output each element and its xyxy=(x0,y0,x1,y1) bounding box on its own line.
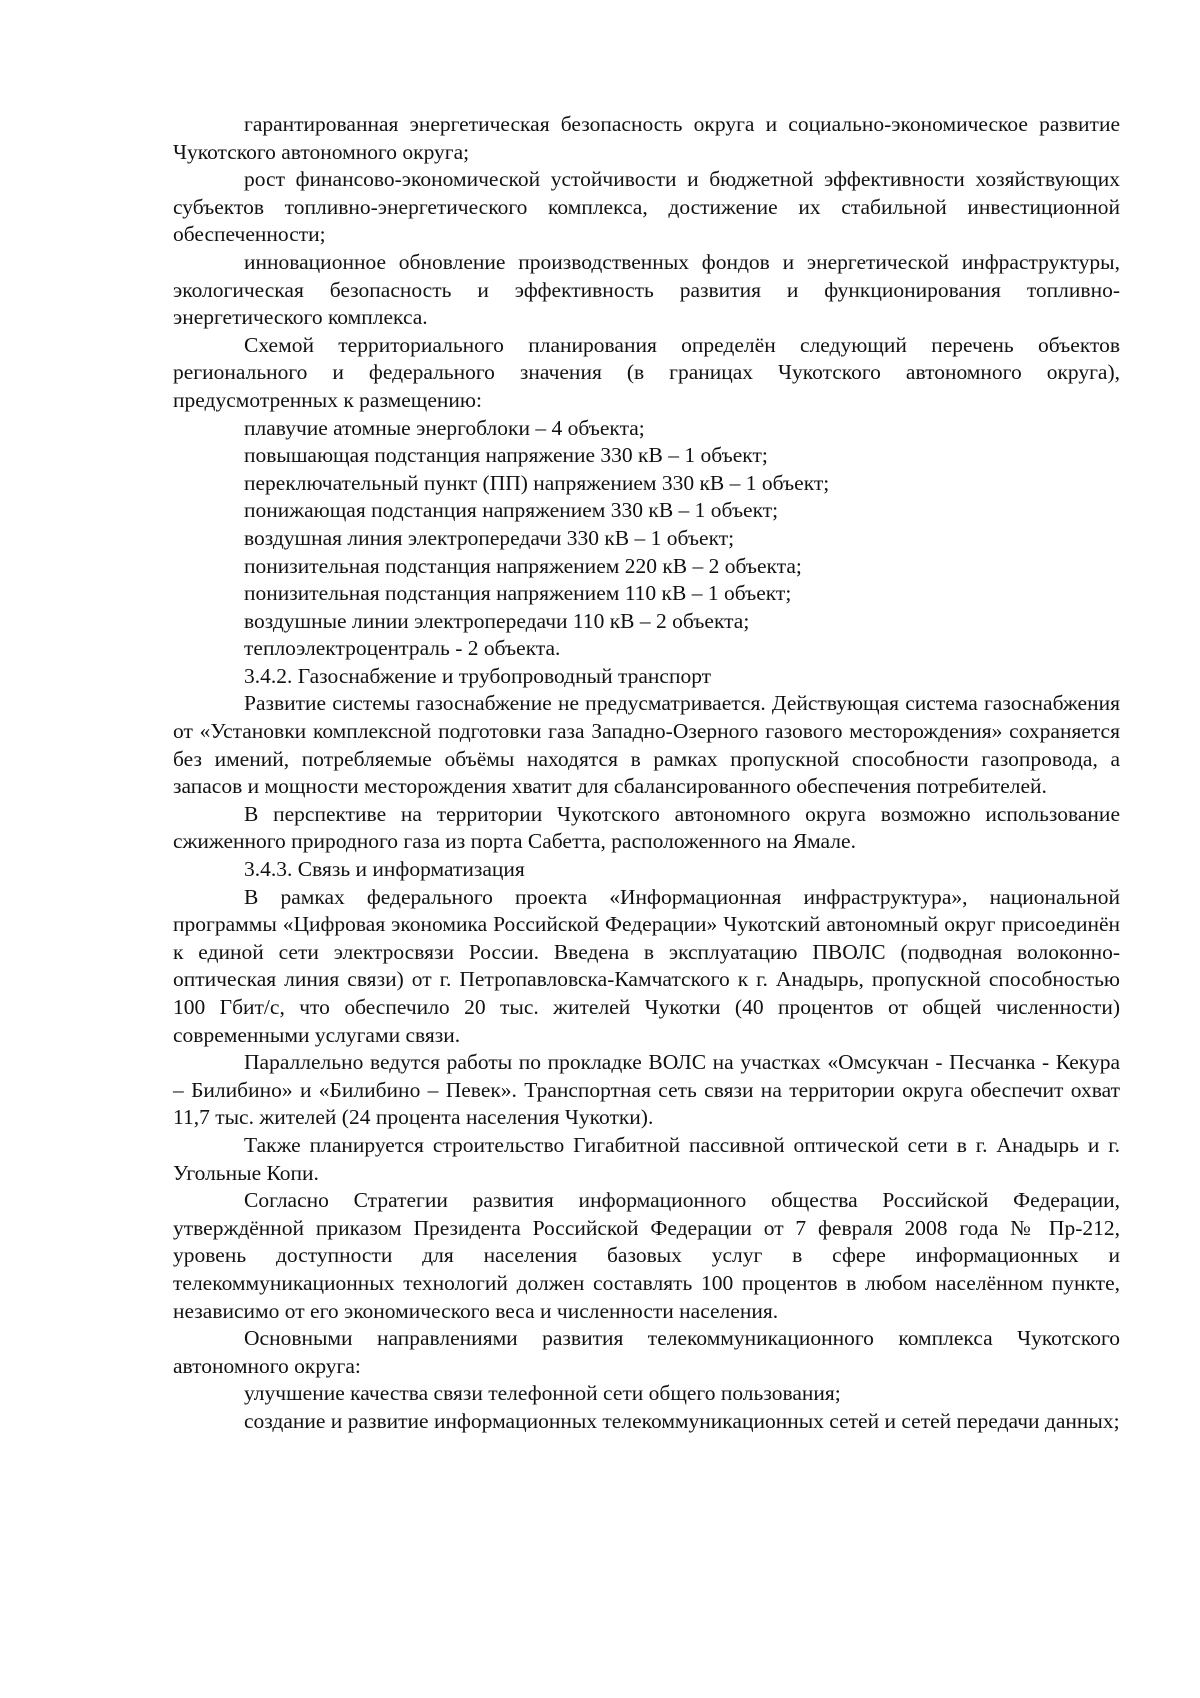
paragraph-innovation: инновационное обновление производственных фондов и энергетической инфраструктуры, экологическая безопасность и эффективность развития и функционирования топливно-энергетического комплекса. xyxy=(173,249,1120,330)
paragraph-directions: Основными направлениями развития телекоммуникационного комплекса Чукотского автономного округа: xyxy=(173,1326,1120,1378)
paragraph-gas-supply: Развитие системы газоснабжение не предусматривается. Действующая система газоснабжения от «Установки комплексной подготовки газа Западно-Озерного газового месторождения» сохраняется без имений, потребляемые объёмы находятся в рамках пропускной способности газопровода, а запасов и мощности месторождения хватит для сбалансированного обеспечения потребителей. xyxy=(173,691,1120,799)
list-item-objects: переключательный пункт (ПП) напряжением 330 кВ – 1 объект; xyxy=(244,470,830,495)
section-heading-communications: 3.4.3. Связь и информатизация xyxy=(244,857,525,882)
paragraph-strategy: Согласно Стратегии развития информационного общества Российской Федерации, утверждённой приказом Президента Российской Федерации от 7 февраля 2008 года № Пр-212, уровень доступности для населения базовых услуг в сфере информационных и телекоммуникационных технологий должен составлять 100 процентов в любом населённом пункте, независимо от его экономического веса и численности населения. xyxy=(173,1188,1120,1323)
section-heading-gas: 3.4.2. Газоснабжение и трубопроводный транспорт xyxy=(244,663,712,688)
list-item-objects: повышающая подстанция напряжение 330 кВ – 1 объект; xyxy=(244,443,768,468)
list-item-objects: понизительная подстанция напряжением 220 кВ – 2 объекта; xyxy=(244,553,802,578)
list-item-objects: воздушная линия электропередачи 330 кВ – 1 объект; xyxy=(244,525,735,550)
list-item-objects: понизительная подстанция напряжением 110 кВ – 1 объект; xyxy=(244,581,792,606)
paragraph-direction-item: создание и развитие информационных телекоммуникационных сетей и сетей передачи данных; xyxy=(244,1408,1120,1433)
list-item-objects: воздушные линии электропередачи 110 кВ – 2 объекта; xyxy=(244,608,750,633)
paragraph-fiber-works: Параллельно ведутся работы по прокладке ВОЛС на участках «Омсукчан - Песчанка - Кекура – Билибино» и «Билибино – Певек». Транспортная сеть связи на территории округа обеспечит охват 11,7 тыс. жителей (24 процента населения Чукотки). xyxy=(173,1050,1120,1130)
list-item-objects: плавучие атомные энергоблоки – 4 объекта; xyxy=(244,415,645,440)
paragraph-financial-stability: рост финансово-экономической устойчивости и бюджетной эффективности хозяйствующих субъектов топливно-энергетического комплекса, достижение их стабильной инвестиционной обеспеченности; xyxy=(173,167,1120,247)
document-body xyxy=(173,111,1120,1436)
paragraph-planning-scheme: Схемой территориального планирования определён следующий перечень объектов регионального и федерального значения (в границах Чукотского автономного округа), предусмотренных к размещению: xyxy=(173,332,1120,412)
paragraph-info-infrastructure: В рамках федерального проекта «Информационная инфраструктура», национальной программы «Цифровая экономика Российской Федерации» Чукотский автономный округ присоединён к единой сети электросвязи России. Введена в эксплуатацию ПВОЛС (подводная волоконно-оптическая линия связи) от г. Петропавловска-Камчатского к г. Анадырь, пропускной способностью 100 Гбит/с, что обеспечило 20 тыс. жителей Чукотки (40 процентов от общей численности) современными услугами связи. xyxy=(173,884,1120,1047)
list-item-objects: теплоэлектроцентраль - 2 объекта. xyxy=(244,636,561,661)
paragraph-gpon-plan: Также планируется строительство Гигабитной пассивной оптической сети в г. Анадырь и г. Угольные Копи. xyxy=(173,1132,1120,1185)
paragraph-direction-item: улучшение качества связи телефонной сети общего пользования; xyxy=(244,1381,841,1406)
paragraph-energy-security: гарантированная энергетическая безопасность округа и социально-экономическое развитие Чукотского автономного округа; xyxy=(173,112,1120,164)
list-item-objects: понижающая подстанция напряжением 330 кВ – 1 объект; xyxy=(244,498,779,523)
paragraph-lng-prospect: В перспективе на территории Чукотского автономного округа возможно использование сжиженного природного газа из порта Сабетта, расположенного на Ямале. xyxy=(173,801,1120,854)
